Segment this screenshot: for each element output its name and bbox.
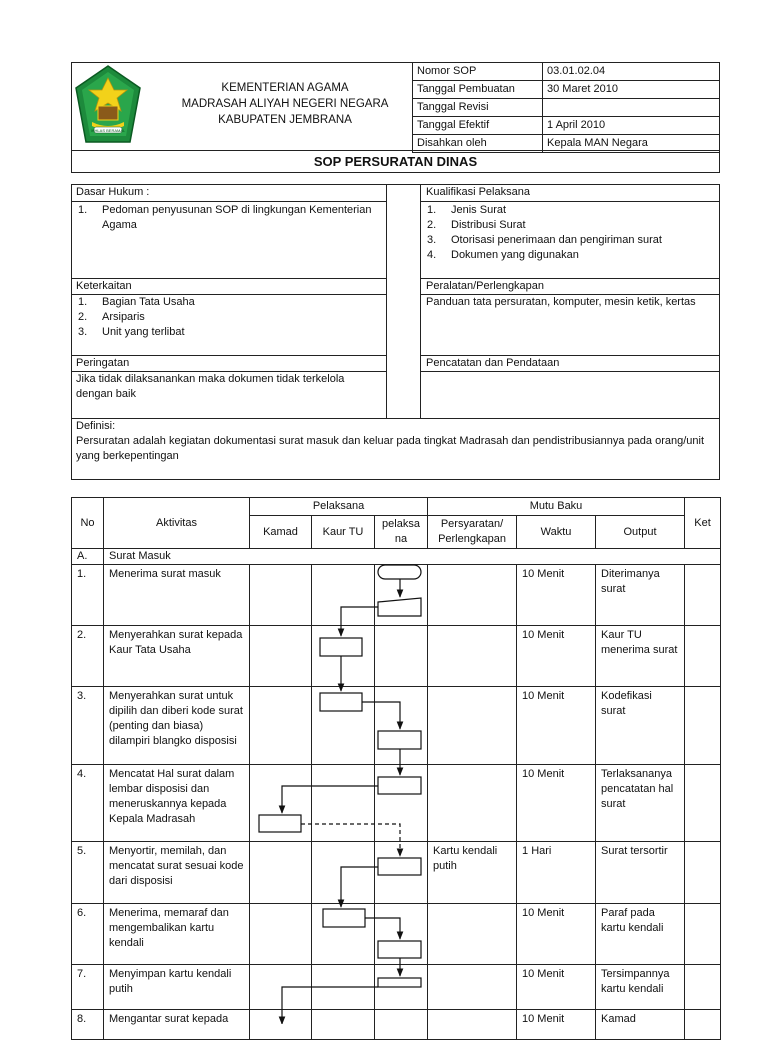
process-box [323,909,365,927]
row-aktivitas: Mencatat Hal surat dalam lembar disposisi dan meneruskannya kepada Kepala Madrasah [104,765,250,842]
meta-value: 30 Maret 2010 [543,81,720,99]
row-output: Diterimanya surat [596,565,685,626]
definisi-title: Definisi: [76,420,116,432]
row-waktu: 1 Hari [517,842,596,904]
list-num: 3. [427,234,437,246]
row-aktivitas: Menyerahkan surat kepada Kaur Tata Usaha [104,626,250,687]
org-line-3: KABUPATEN JEMBRANA [218,114,352,126]
list-text: Jenis Surat [451,204,507,216]
row-aktivitas: Menyimpan kartu kendali putih [104,965,250,1010]
row-no: 7. [72,965,104,1010]
meta-value: 1 April 2010 [543,117,720,135]
row-output: Kodefikasi surat [596,687,685,765]
list-text: Distribusi Surat [451,219,526,231]
meta-label: Tanggal Efektif [413,117,543,135]
row-waktu: 10 Menit [517,965,596,1010]
header-output: Output [596,516,685,549]
peringatan-text: Jika tidak dilaksanankan maka dokumen tidak terkelola dengan baik [76,373,345,400]
flow-arrow-dashed [301,824,400,856]
process-box [378,978,421,987]
process-box [320,638,362,656]
list-num: 1. [78,204,88,216]
header-persyaratan: Persyaratan/ Perlengkapan [428,516,517,549]
row-no: 1. [72,565,104,626]
row-waktu: 10 Menit [517,687,596,765]
definisi-text: Persuratan adalah kegiatan dokumentasi surat masuk dan keluar pada tingkat Madrasah dan pendistribusiannya pada orang/unit yang berkepentingan [76,435,705,462]
header-kamad: Kamad [250,516,312,549]
row-waktu: 10 Menit [517,904,596,965]
header-waktu: Waktu [517,516,596,549]
process-box [378,777,421,794]
flow-arrow [365,918,400,939]
header-no: No [72,498,104,549]
terminator-start [378,565,421,579]
row-no: 6. [72,904,104,965]
section-no: A. [72,549,104,565]
row-no: 3. [72,687,104,765]
dasar-hukum-title: Dasar Hukum : [76,186,150,198]
list-text: Unit yang terlibat [102,326,185,338]
section-label: Surat Masuk [104,549,721,565]
process-box [259,815,301,832]
pencatatan-title: Pencatatan dan Pendataan [426,357,560,369]
header-kaur-tu: Kaur TU [312,516,375,549]
list-num: 2. [78,311,88,323]
row-waktu: 10 Menit [517,1010,596,1040]
row-no: 2. [72,626,104,687]
meta-label: Disahkan oleh [413,135,543,153]
meta-value: Kepala MAN Negara [543,135,720,153]
flow-arrow [341,607,378,636]
list-num: 1. [78,296,88,308]
flow-arrow [362,702,400,729]
row-waktu: 10 Menit [517,626,596,687]
peringatan-title: Peringatan [76,357,130,369]
list-num: 3. [78,326,88,338]
row-no: 5. [72,842,104,904]
header-pelaksana: Pelaksana [250,498,428,516]
meta-label: Nomor SOP [413,63,543,81]
row-aktivitas: Menyortir, memilah, dan mencatat surat sesuai kode dari disposisi [104,842,250,904]
row-output: Kaur TU menerima surat [596,626,685,687]
keterkaitan-title: Keterkaitan [76,280,132,292]
list-num: 1. [427,204,437,216]
page-title: SOP PERSURATAN DINAS [71,150,720,173]
row-persyaratan: Kartu kendali putih [428,842,517,904]
process-box [378,731,421,749]
list-text: Pedoman penyusunan SOP di lingkungan Kementerian Agama [102,204,372,231]
header-aktivitas: Aktivitas [104,498,250,549]
row-output: Tersimpannya kartu kendali [596,965,685,1010]
flow-arrow [282,786,378,813]
meta-label: Tanggal Revisi [413,99,543,117]
row-output: Kamad [596,1010,685,1040]
header-mutu-baku: Mutu Baku [428,498,685,516]
row-waktu: 10 Menit [517,765,596,842]
header-ket: Ket [685,498,721,549]
process-box [320,693,362,711]
list-text: Otorisasi penerimaan dan pengiriman surat [451,234,662,246]
row-output: Terlaksananya pencatatan hal surat [596,765,685,842]
row-output: Paraf pada kartu kendali [596,904,685,965]
row-output: Surat tersortir [596,842,685,904]
logo-motto: IKHLAS BERAMAL [90,128,126,133]
kualifikasi-title: Kualifikasi Pelaksana [426,186,530,198]
list-num: 4. [427,249,437,261]
peralatan-text: Panduan tata persuratan, komputer, mesin ketik, kertas [426,296,696,308]
list-text: Dokumen yang digunakan [451,249,579,261]
org-line-2: MADRASAH ALIYAH NEGERI NEGARA [181,98,389,110]
meta-label: Tanggal Pembuatan [413,81,543,99]
list-text: Arsiparis [102,311,145,323]
org-line-1: KEMENTERIAN AGAMA [221,82,349,94]
row-waktu: 10 Menit [517,565,596,626]
list-text: Bagian Tata Usaha [102,296,195,308]
process-box [378,858,421,875]
flow-arrow [282,987,378,1024]
row-no: 8. [72,1010,104,1040]
row-aktivitas: Menerima, memaraf dan mengembalikan kartu kendali [104,904,250,965]
flow-arrow [341,867,378,907]
row-aktivitas: Menerima surat masuk [104,565,250,626]
row-aktivitas: Menyerahkan surat untuk dipilih dan diberi kode surat (penting dan biasa) dilampiri blangko disposisi [104,687,250,765]
list-num: 2. [427,219,437,231]
meta-value: 03.01.02.04 [543,63,720,81]
process-box [378,941,421,958]
peralatan-title: Peralatan/Perlengkapan [426,280,545,292]
header-pelaksana-col: pelaksa na [375,516,428,549]
row-aktivitas: Mengantar surat kepada [104,1010,250,1040]
manual-input-shape [378,598,421,616]
row-no: 4. [72,765,104,842]
